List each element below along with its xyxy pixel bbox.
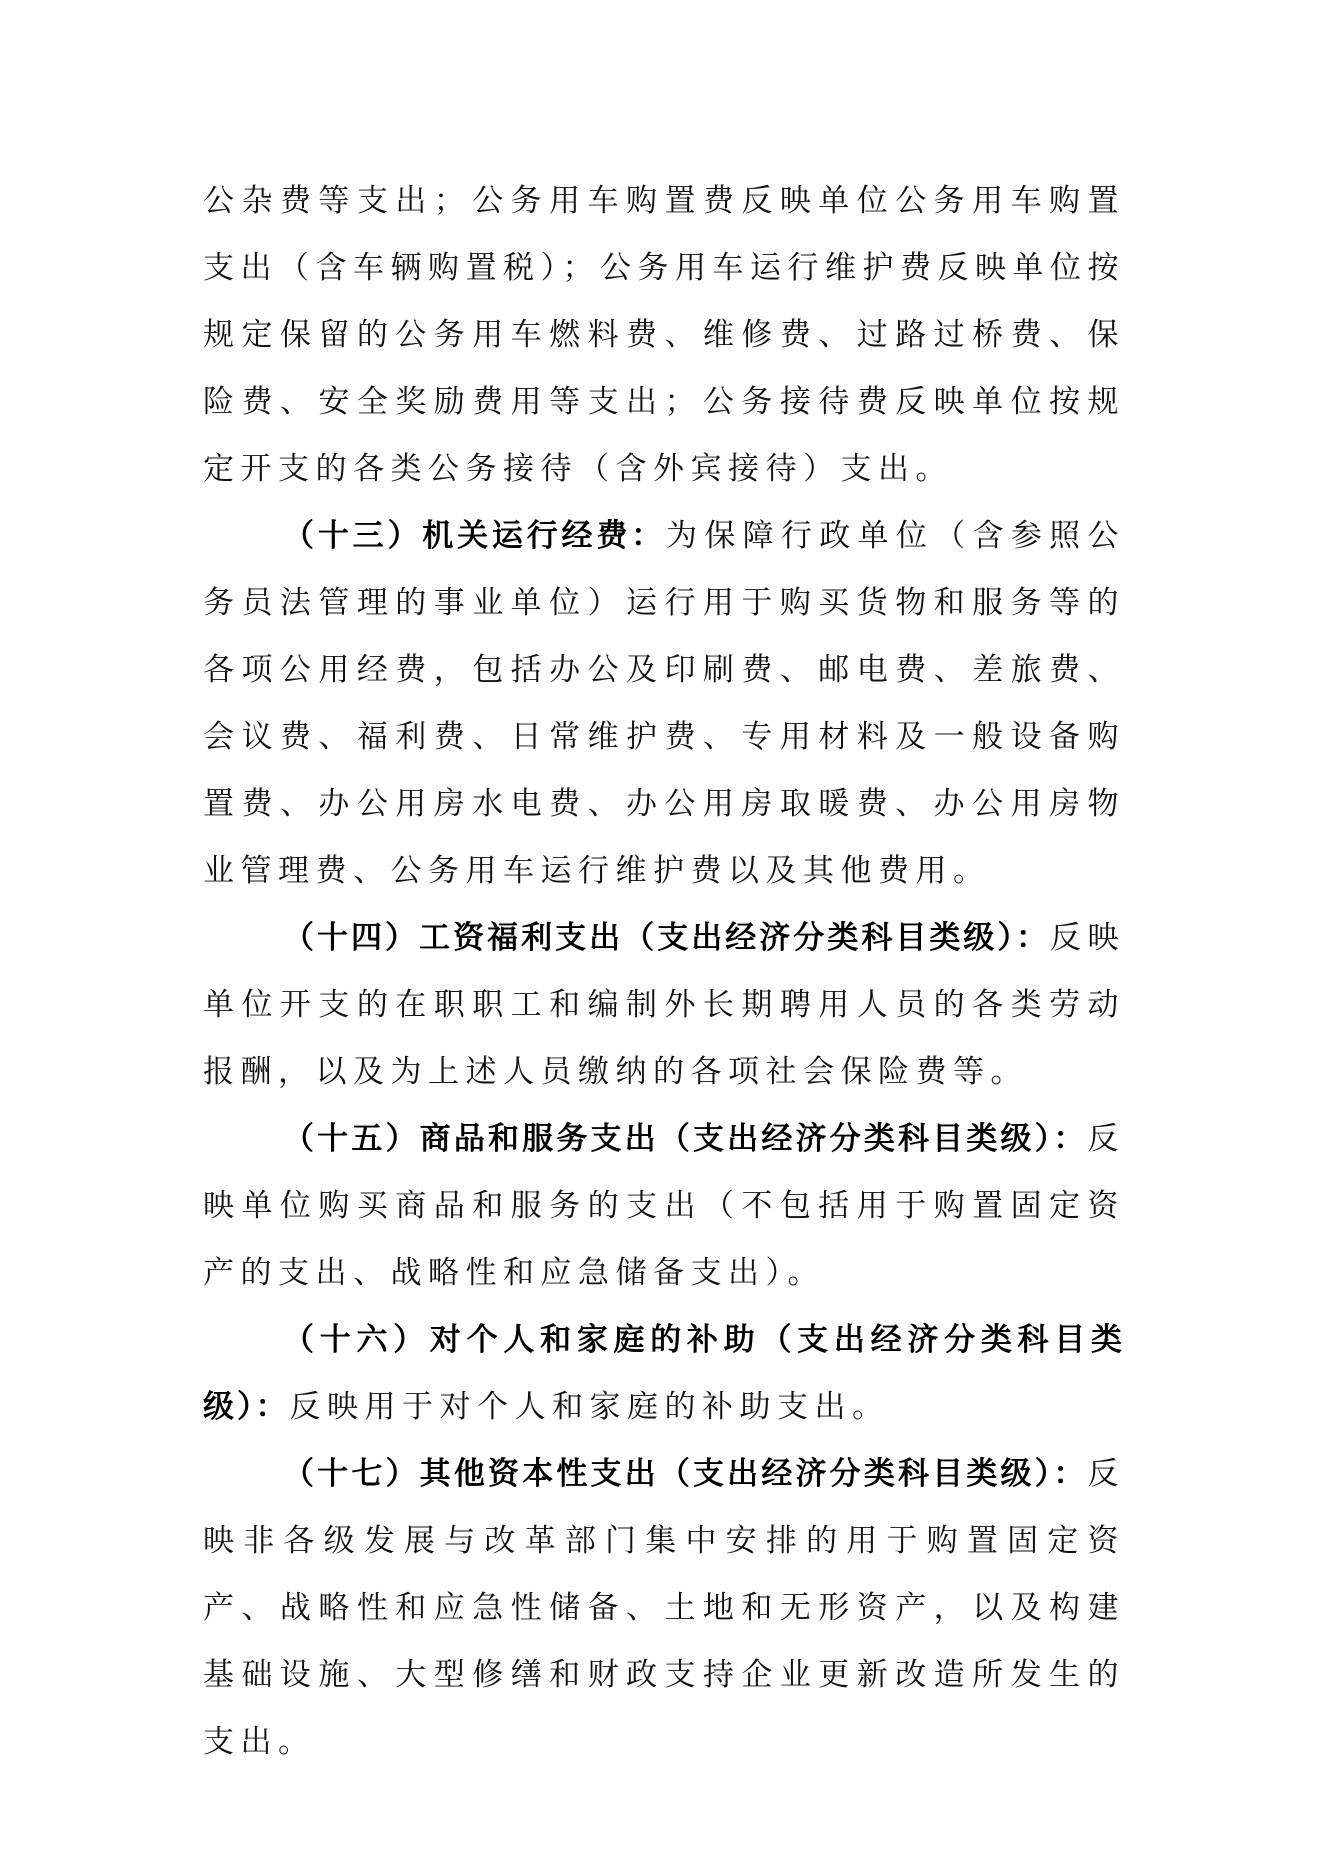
paragraph-body: 反映非各级发展与改革部门集中安排的用于购置固定资产、战略性和应急性储备、土地和无形资产，以及构建基础设施、大型修缮和财政支持企业更新改造所发生的支出。	[203, 1456, 1125, 1760]
paragraph-body: 反映单位开支的在职职工和编制外长期聘用人员的各类劳动报酬，以及为上述人员缴纳的各项社会保险费等。	[203, 920, 1126, 1090]
paragraph-heading: （十五）商品和服务支出（支出经济分类科目类级）：	[283, 1121, 1088, 1157]
paragraph-body: 公杂费等支出；公务用车购置费反映单位公务用车购置支出（含车辆购置税）；公务用车运行维护费反映单位按规定保留的公务用车燃料费、维修费、过路过桥费、保险费、安全奖励费用等支出；公务接待费反映单位按规定开支的各类公务接待（含外宾接待）支出。	[203, 183, 1125, 487]
paragraph-body: 为保障行政单位（含参照公务员法管理的事业单位）运行用于购买货物和服务等的各项公用经费，包括办公及印刷费、邮电费、差旅费、会议费、福利费、日常维护费、专用材料及一般设备购置费、办公用房水电费、办公用房取暖费、办公用房物业管理费、公务用车运行维护费以及其他费用。	[203, 518, 1125, 889]
paragraph-heading: （十三）机关运行经费：	[283, 518, 666, 554]
paragraph-body: 反映单位购买商品和服务的支出（不包括用于购置固定资产的支出、战略性和应急储备支出）。	[203, 1121, 1125, 1291]
paragraph-heading: （十四）工资福利支出（支出经济分类科目类级）：	[283, 920, 1050, 956]
paragraph-item-13	[203, 503, 1125, 905]
paragraph-heading: （十七）其他资本性支出（支出经济分类科目类级）：	[283, 1456, 1088, 1492]
paragraph-body: 反映用于对个人和家庭的补助支出。	[289, 1389, 890, 1425]
paragraph-item-15	[203, 1106, 1125, 1307]
paragraph-item-14	[203, 905, 1125, 1106]
paragraph-item-17	[203, 1441, 1125, 1776]
paragraph-continuation	[203, 168, 1125, 503]
paragraph-heading: （十六）对个人和家庭的补助（支出经济分类科目类级）：	[203, 1322, 1125, 1425]
paragraph-item-16	[203, 1307, 1125, 1441]
document-page	[203, 168, 1125, 1776]
